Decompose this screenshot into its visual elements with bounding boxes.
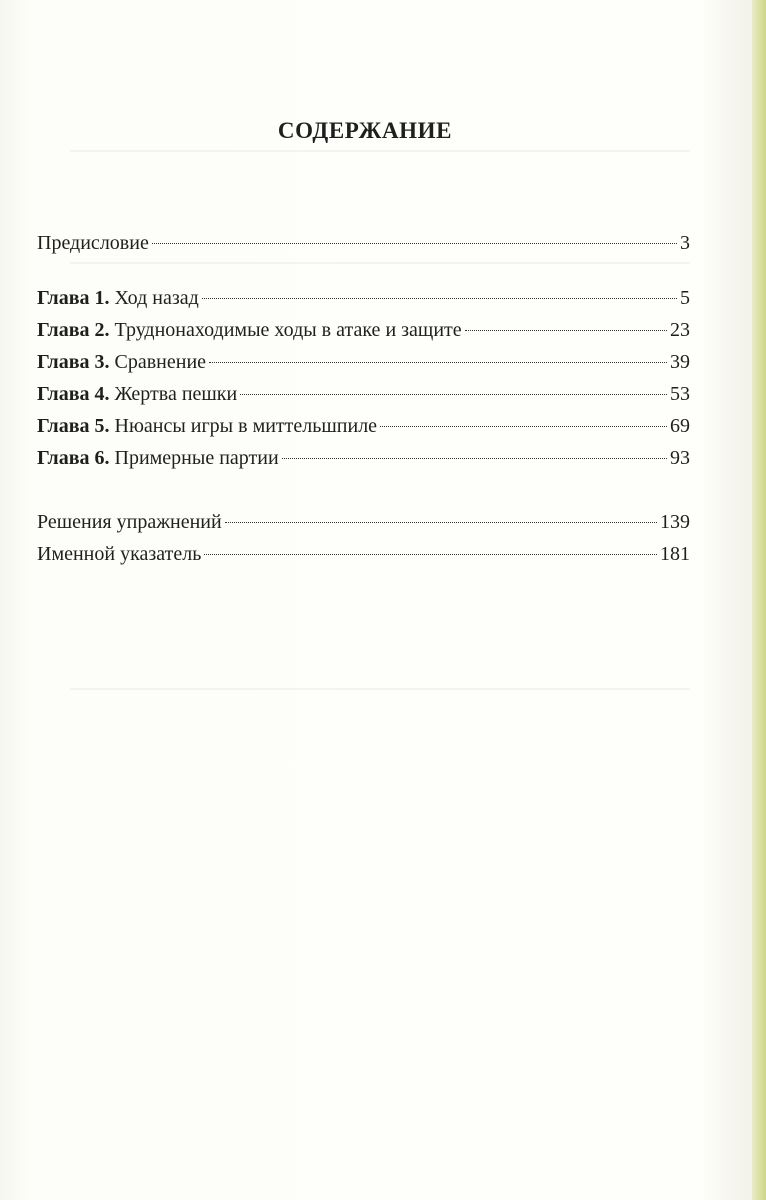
toc-page-number: 53 [670,383,690,405]
toc-page-number: 139 [660,511,690,533]
toc-entry-label: Решения упражнений [37,511,222,533]
chapter-prefix: Глава 5. [37,415,110,437]
chapter-prefix: Глава 3. [37,351,110,373]
chapter-prefix: Глава 4. [37,383,110,405]
toc-entry-solutions[interactable] [37,506,690,538]
toc-entry-chapter-6[interactable] [37,442,690,474]
toc-entry-label: Жертва пешки [114,383,238,405]
show-through-line [70,150,690,152]
dot-leader [225,522,657,523]
toc-page-number: 23 [670,319,690,341]
toc-entry-label: Именной указатель [37,543,202,565]
dot-leader [380,426,667,427]
table-of-contents [37,227,690,570]
toc-entry-label: Ход назад [114,287,199,309]
dot-leader [209,362,667,363]
toc-page-number: 93 [670,447,690,469]
chapter-prefix: Глава 2. [37,319,110,341]
chapter-prefix: Глава 6. [37,447,110,469]
toc-entry-chapter-5[interactable] [37,410,690,442]
toc-entry-label: Примерные партии [114,447,279,469]
dot-leader [202,298,677,299]
page-title: СОДЕРЖАНИЕ [277,118,453,143]
toc-entry-label: Сравнение [114,351,207,373]
spacer [37,474,690,506]
dot-leader [240,394,667,395]
toc-page-number: 5 [680,287,690,309]
toc-page-number: 39 [670,351,690,373]
chapter-prefix: Глава 1. [37,287,110,309]
page-edge [752,0,766,1200]
dot-leader [204,554,657,555]
toc-entry-chapter-1[interactable] [37,282,690,314]
toc-page-number: 181 [660,543,690,565]
toc-entry-label: Труднонаходимые ходы в атаке и защите [114,319,462,341]
toc-entry-label: Предисловие [37,232,149,254]
dot-leader [282,458,667,459]
toc-entry-preface[interactable] [37,227,690,259]
toc-entry-label: Нюансы игры в миттельшпиле [114,415,378,437]
toc-page-number: 3 [680,232,690,254]
spacer [37,259,690,282]
show-through-line [70,688,690,690]
dot-leader [465,330,667,331]
dot-leader [152,243,677,244]
toc-entry-chapter-2[interactable] [37,314,690,346]
toc-entry-chapter-3[interactable] [37,346,690,378]
toc-page-number: 69 [670,415,690,437]
toc-entry-name-index[interactable] [37,538,690,570]
toc-entry-chapter-4[interactable] [37,378,690,410]
